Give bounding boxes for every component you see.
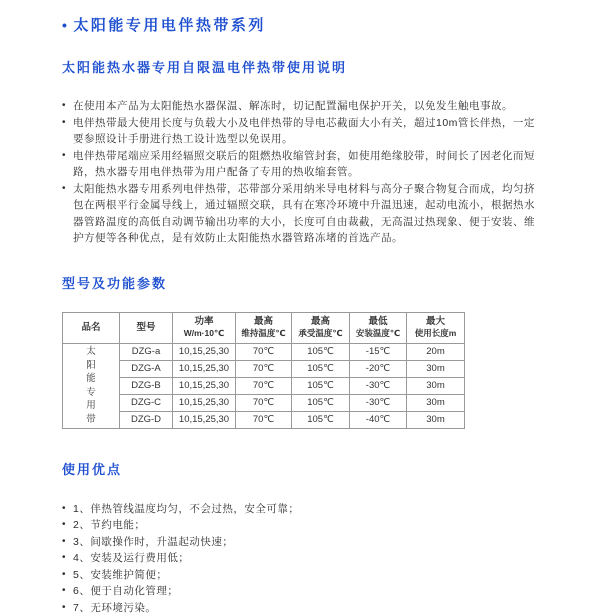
max-withstand-cell: 105℃ bbox=[292, 394, 350, 411]
power-cell: 10,15,25,30 bbox=[173, 411, 236, 428]
max-length-cell: 30m bbox=[407, 394, 465, 411]
max-withstand-cell: 105℃ bbox=[292, 343, 350, 360]
max-maintain-cell: 70℃ bbox=[236, 394, 292, 411]
min-install-cell: -30℃ bbox=[350, 394, 407, 411]
model-cell: DZG-A bbox=[120, 360, 173, 377]
advantage-item bbox=[62, 583, 544, 600]
page-title bbox=[62, 14, 544, 35]
table-row bbox=[63, 343, 465, 360]
max-maintain-cell: 70℃ bbox=[236, 411, 292, 428]
model-cell: DZG-B bbox=[120, 377, 173, 394]
spec-section-heading: 型号及功能参数 bbox=[62, 273, 544, 292]
min-install-cell: -30℃ bbox=[350, 377, 407, 394]
max-withstand-cell: 105℃ bbox=[292, 411, 350, 428]
advantage-item bbox=[62, 600, 544, 616]
min-install-cell: -15℃ bbox=[350, 343, 407, 360]
advantage-text: 3、间歇操作时，升温起动快速； bbox=[73, 534, 233, 551]
advantage-text: 5、安装维护简便； bbox=[73, 567, 167, 584]
usage-bullet-item bbox=[62, 181, 544, 247]
usage-bullet-item bbox=[62, 148, 544, 181]
bullet-icon: • bbox=[62, 517, 73, 534]
min-install-cell: -40℃ bbox=[350, 411, 407, 428]
table-row bbox=[63, 360, 465, 377]
model-cell: DZG-C bbox=[120, 394, 173, 411]
advantage-text: 1、伴热管线温度均匀，不会过热，安全可靠； bbox=[73, 501, 299, 518]
bullet-icon: • bbox=[62, 567, 73, 584]
power-cell: 10,15,25,30 bbox=[173, 394, 236, 411]
max-length-cell: 30m bbox=[407, 377, 465, 394]
bullet-icon: • bbox=[62, 17, 69, 33]
advantages-list bbox=[62, 501, 544, 616]
power-cell: 10,15,25,30 bbox=[173, 377, 236, 394]
table-header-row bbox=[63, 312, 465, 343]
spec-table bbox=[62, 312, 465, 429]
header-cell-min-install: 最低 安装温度℃ bbox=[350, 312, 407, 343]
usage-bullet-text: 在使用本产品为太阳能热水器保温、解冻时，切记配置漏电保护开关，以免发生触电事故。 bbox=[73, 98, 544, 115]
max-maintain-cell: 70℃ bbox=[236, 360, 292, 377]
advantage-item bbox=[62, 501, 544, 518]
power-cell: 10,15,25,30 bbox=[173, 343, 236, 360]
max-withstand-cell: 105℃ bbox=[292, 360, 350, 377]
max-maintain-cell: 70℃ bbox=[236, 343, 292, 360]
usage-bullet-item bbox=[62, 115, 544, 148]
max-length-cell: 30m bbox=[407, 360, 465, 377]
bullet-icon: • bbox=[62, 98, 73, 115]
max-withstand-cell: 105℃ bbox=[292, 377, 350, 394]
power-cell: 10,15,25,30 bbox=[173, 360, 236, 377]
header-cell-power: 功率 W/m·10℃ bbox=[173, 312, 236, 343]
bullet-icon: • bbox=[62, 583, 73, 600]
bullet-icon: • bbox=[62, 181, 73, 247]
min-install-cell: -20℃ bbox=[350, 360, 407, 377]
page-title-text: 太阳能专用电伴热带系列 bbox=[73, 14, 266, 35]
model-cell: DZG-a bbox=[120, 343, 173, 360]
max-length-cell: 20m bbox=[407, 343, 465, 360]
advantage-text: 2、节约电能； bbox=[73, 517, 145, 534]
bullet-icon: • bbox=[62, 550, 73, 567]
max-length-cell: 30m bbox=[407, 411, 465, 428]
table-row bbox=[63, 411, 465, 428]
advantage-item bbox=[62, 567, 544, 584]
usage-bullet-item bbox=[62, 98, 544, 115]
advantages-section-heading: 使用优点 bbox=[62, 459, 544, 478]
usage-bullet-text: 电伴热带最大使用长度与负载大小及电伴热带的导电芯截面大小有关，超过10m管长伴热，一定要参照设计手册进行热工设计选型以免误用。 bbox=[73, 115, 544, 148]
header-cell-max-withstand: 最高 承受温度℃ bbox=[292, 312, 350, 343]
advantage-item bbox=[62, 534, 544, 551]
header-cell-product: 品名 bbox=[63, 312, 120, 343]
header-cell-max-length: 最大 使用长度m bbox=[407, 312, 465, 343]
header-cell-max-maintain: 最高 维持温度℃ bbox=[236, 312, 292, 343]
advantage-item bbox=[62, 550, 544, 567]
bullet-icon: • bbox=[62, 534, 73, 551]
bullet-icon: • bbox=[62, 148, 73, 181]
max-maintain-cell: 70℃ bbox=[236, 377, 292, 394]
advantage-text: 4、安装及运行费用低； bbox=[73, 550, 189, 567]
header-cell-model: 型号 bbox=[120, 312, 173, 343]
table-row bbox=[63, 394, 465, 411]
model-cell: DZG-D bbox=[120, 411, 173, 428]
table-row bbox=[63, 377, 465, 394]
usage-bullet-list bbox=[62, 98, 544, 247]
product-name-cell: 太阳能专用带 bbox=[63, 343, 120, 428]
advantage-text: 6、便于自动化管理； bbox=[73, 583, 178, 600]
bullet-icon: • bbox=[62, 115, 73, 148]
usage-bullet-text: 太阳能热水器专用系列电伴热带，芯带部分采用纳米导电材料与高分子聚合物复合而成，均匀挤包在两根平行金属导线上，通过辐照交联，具有在寒冷环境中升温迅速，起动电流小，根据热水器管路温度的高低自动调节输出功率的大小，长度可自由裁截，无高温过热现象、便于安装、维护方便等各种优点，是有效防止太阳能热水器管路冻堵的首选产品。 bbox=[73, 181, 544, 247]
usage-bullet-text: 电伴热带尾端应采用经辐照交联后的阻燃热收缩管封套，如使用绝缘胶带，时间长了因老化而短路，热水器专用电伴热带为用户配备了专用的热收缩套管。 bbox=[73, 148, 544, 181]
advantage-text: 7、无环境污染。 bbox=[73, 600, 156, 616]
bullet-icon: • bbox=[62, 501, 73, 518]
usage-section-heading: 太阳能热水器专用自限温电伴热带使用说明 bbox=[62, 57, 544, 76]
advantage-item bbox=[62, 517, 544, 534]
bullet-icon: • bbox=[62, 600, 73, 616]
